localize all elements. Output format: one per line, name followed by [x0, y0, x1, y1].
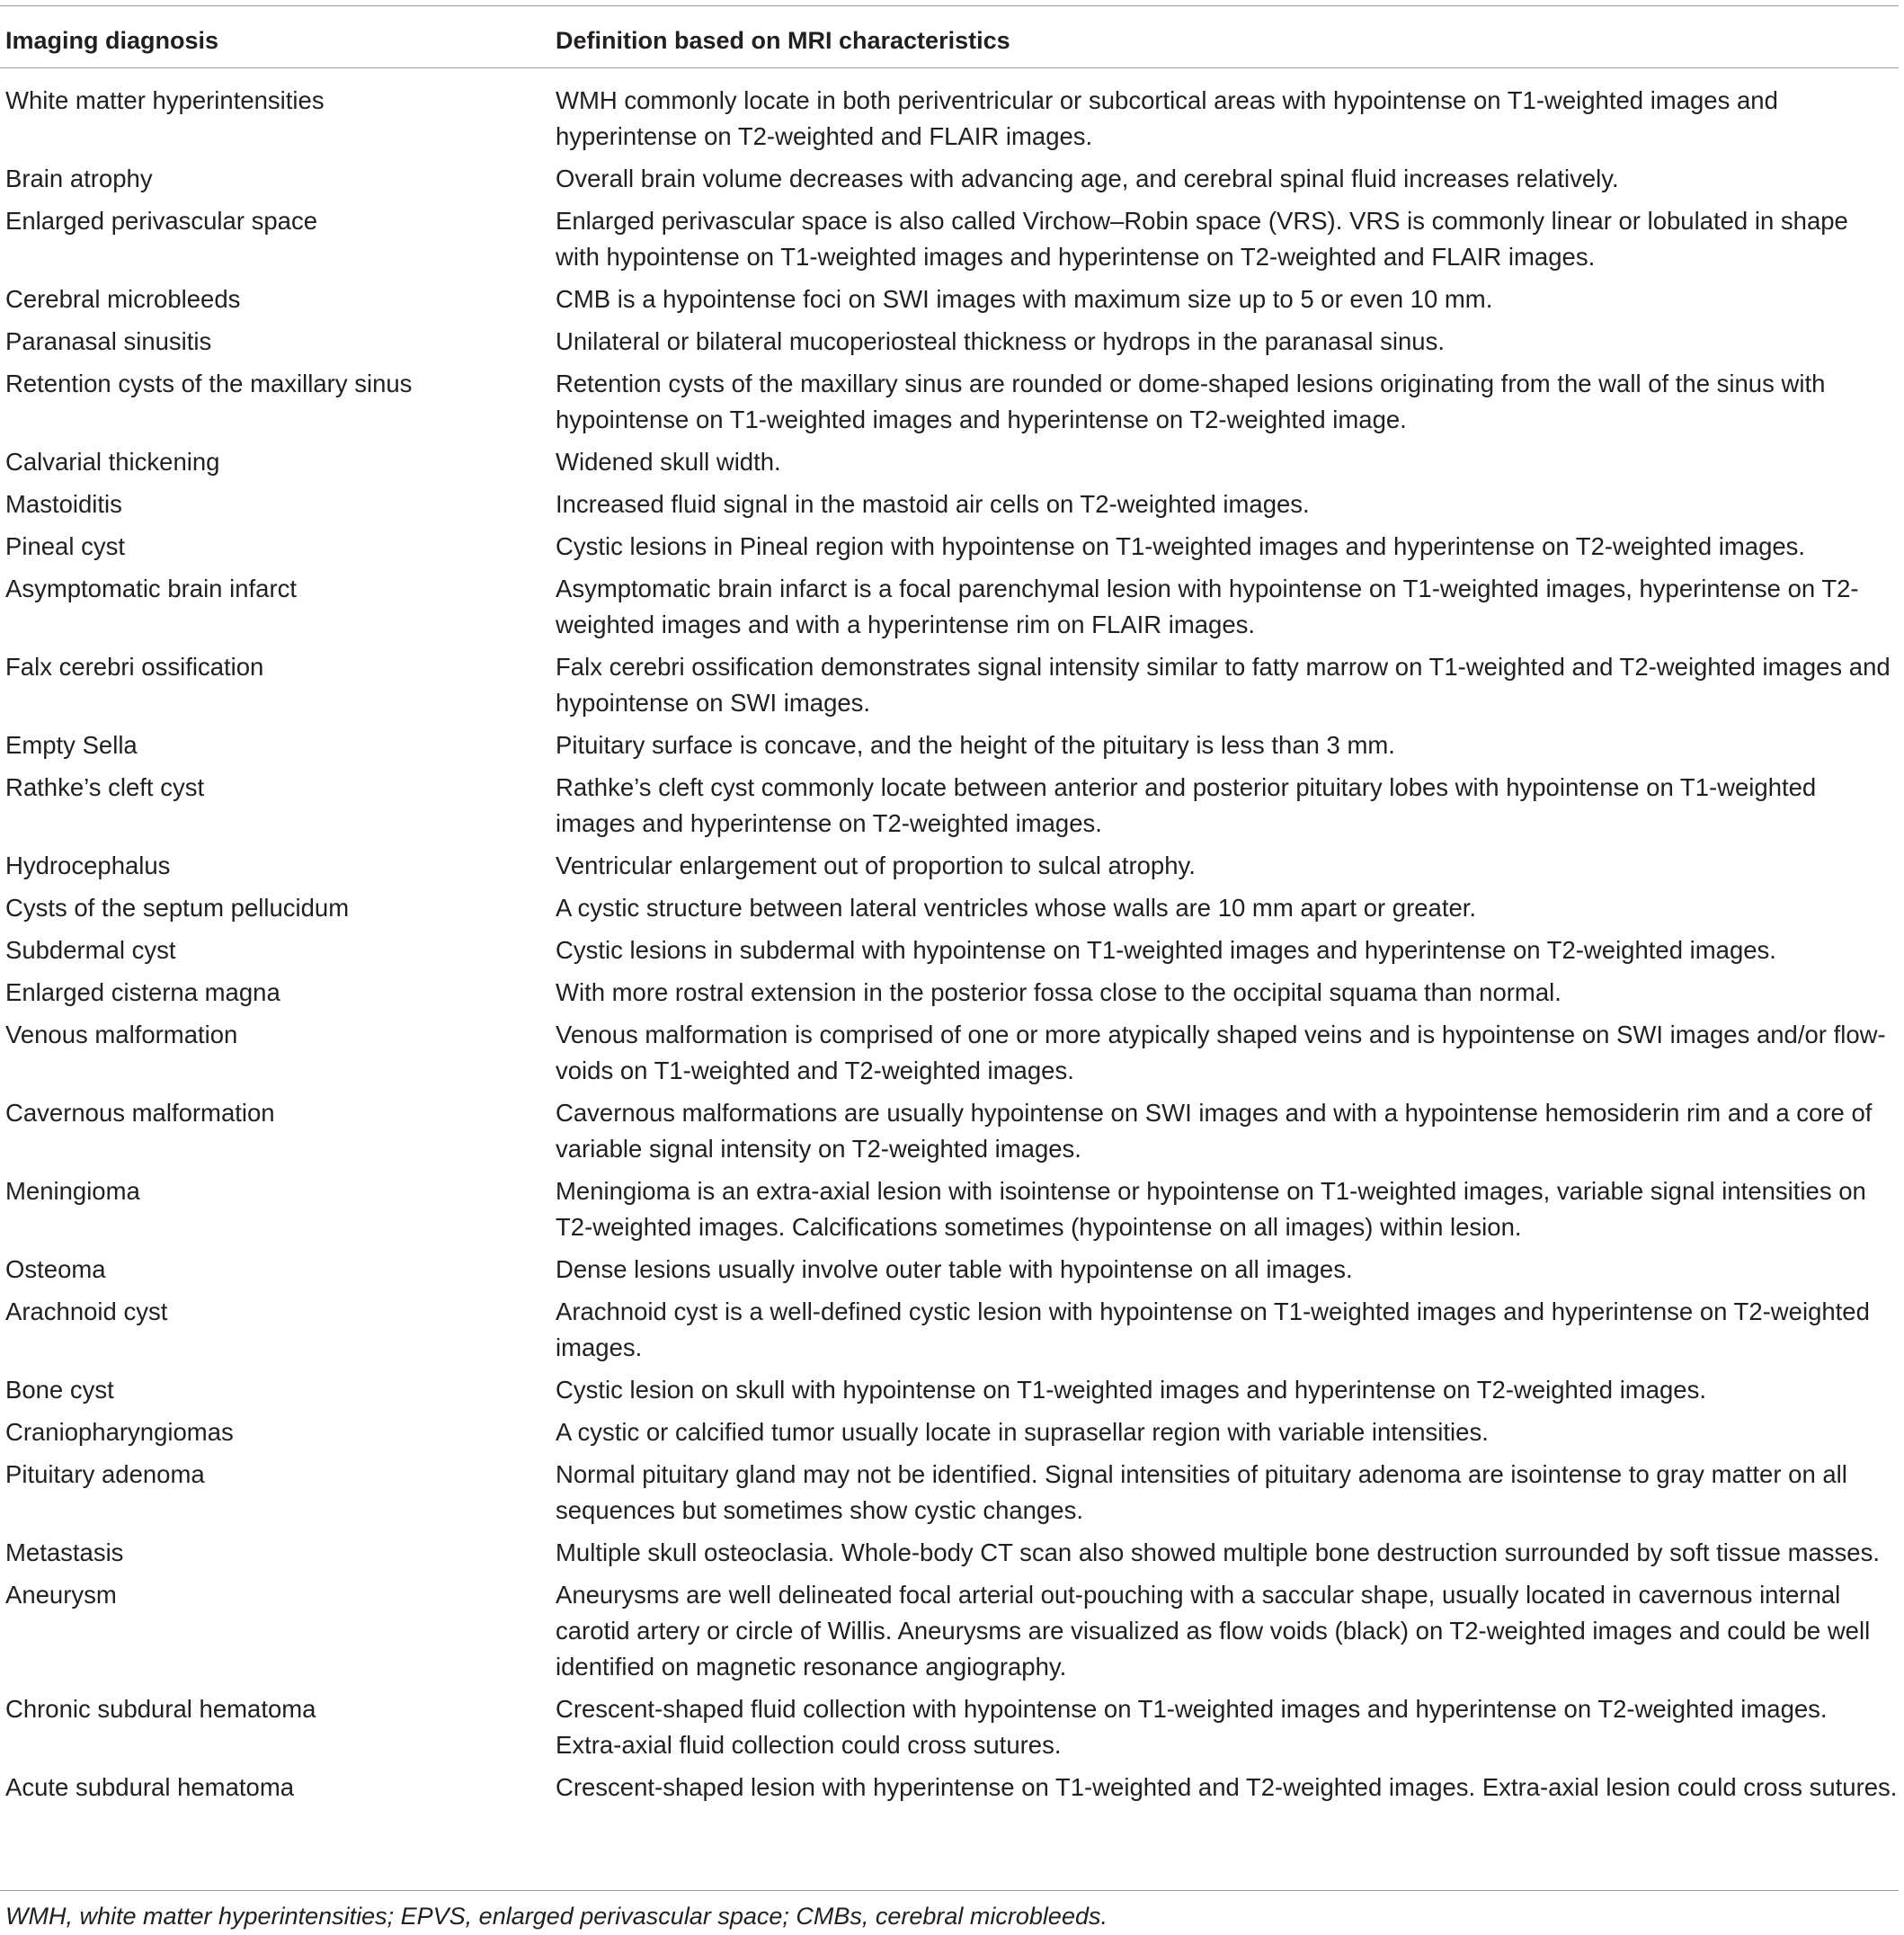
- table-row: [0, 1095, 1899, 1167]
- cell-definition: Asymptomatic brain infarct is a focal parenchymal lesion with hypointense on T1-weighted images, hyperintense on T2-weighted images and with a hyperintense rim on FLAIR images.: [556, 575, 1859, 638]
- cell-imaging-diagnosis: Rathke’s cleft cyst: [5, 773, 205, 801]
- cell-definition: Cavernous malformations are usually hypointense on SWI images and with a hypointense hemosiderin rim and a core of variable signal intensity on T2-weighted images.: [556, 1099, 1873, 1163]
- table-top-rule: [0, 5, 1899, 6]
- cell-imaging-diagnosis: Enlarged cisterna magna: [5, 978, 280, 1006]
- cell-definition: Dense lesions usually involve outer table with hypointense on all images.: [556, 1255, 1353, 1283]
- table-row: [0, 727, 1899, 763]
- cell-definition: Enlarged perivascular space is also called Virchow–Robin space (VRS). VRS is commonly linear or lobulated in shape with hypointense on T1-weighted images and hyperintense on T2-weighted and FLAIR images.: [556, 207, 1848, 271]
- table-header: [0, 22, 1899, 58]
- cell-definition: WMH commonly locate in both periventricular or subcortical areas with hypointense on T1-weighted images and hyperintense on T2-weighted and FLAIR images.: [556, 86, 1778, 150]
- cell-imaging-diagnosis: Aneurysm: [5, 1581, 117, 1609]
- table-row: [0, 1173, 1899, 1245]
- cell-imaging-diagnosis: Meningioma: [5, 1177, 140, 1205]
- table-row: [0, 486, 1899, 522]
- table-footnote: WMH, white matter hyperintensities; EPVS, enlarged perivascular space; CMBs, cerebral microbleeds.: [5, 1903, 1108, 1930]
- cell-imaging-diagnosis: Cavernous malformation: [5, 1099, 275, 1127]
- cell-definition: Cystic lesions in subdermal with hypointense on T1-weighted images and hyperintense on T2-weighted images.: [556, 936, 1776, 964]
- cell-imaging-diagnosis: Mastoiditis: [5, 490, 122, 518]
- cell-definition: CMB is a hypointense foci on SWI images with maximum size up to 5 or even 10 mm.: [556, 285, 1493, 313]
- cell-definition: Arachnoid cyst is a well-defined cystic lesion with hypointense on T1-weighted images and hyperintense on T2-weighted images.: [556, 1297, 1870, 1361]
- cell-imaging-diagnosis: Subdermal cyst: [5, 936, 176, 964]
- table-row: [0, 1457, 1899, 1529]
- cell-definition: Venous malformation is comprised of one or more atypically shaped veins and is hypointense on SWI images and/or flow-voids on T1-weighted and T2-weighted images.: [556, 1021, 1886, 1084]
- header-imaging-diagnosis: Imaging diagnosis: [5, 27, 219, 54]
- table-row: [0, 324, 1899, 360]
- cell-imaging-diagnosis: Cerebral microbleeds: [5, 285, 241, 313]
- table-row: [0, 1535, 1899, 1571]
- cell-definition: Normal pituitary gland may not be identified. Signal intensities of pituitary adenoma are isointense to gray matter on all sequences but sometimes show cystic changes.: [556, 1460, 1847, 1524]
- table-header-rule: [0, 67, 1899, 68]
- cell-imaging-diagnosis: Enlarged perivascular space: [5, 207, 317, 235]
- cell-imaging-diagnosis: Hydrocephalus: [5, 852, 171, 879]
- cell-imaging-diagnosis: White matter hyperintensities: [5, 86, 325, 114]
- cell-definition: Overall brain volume decreases with advancing age, and cerebral spinal fluid increases relatively.: [556, 165, 1619, 192]
- cell-definition: Retention cysts of the maxillary sinus are rounded or dome-shaped lesions originating from the wall of the sinus with hypointense on T1-weighted images and hyperintense on T2-weighted image.: [556, 370, 1826, 433]
- cell-imaging-diagnosis: Falx cerebri ossification: [5, 653, 264, 681]
- cell-definition: Multiple skull osteoclasia. Whole-body CT scan also showed multiple bone destruction surrounded by soft tissue masses.: [556, 1538, 1880, 1566]
- table-row: [0, 649, 1899, 721]
- cell-imaging-diagnosis: Craniopharyngiomas: [5, 1418, 234, 1446]
- cell-definition: Rathke’s cleft cyst commonly locate between anterior and posterior pituitary lobes with hypointense on T1-weighted images and hyperintense on T2-weighted images.: [556, 773, 1817, 837]
- table-row: [0, 932, 1899, 968]
- table-row: [0, 281, 1899, 317]
- table-row: [0, 770, 1899, 842]
- table-row: [0, 1252, 1899, 1288]
- cell-definition: Widened skull width.: [556, 448, 781, 476]
- table-row: [0, 1414, 1899, 1450]
- table-row: [0, 571, 1899, 643]
- table-row: [0, 529, 1899, 565]
- cell-imaging-diagnosis: Acute subdural hematoma: [5, 1773, 295, 1801]
- cell-imaging-diagnosis: Pituitary adenoma: [5, 1460, 205, 1488]
- cell-imaging-diagnosis: Arachnoid cyst: [5, 1297, 168, 1325]
- cell-definition: Pituitary surface is concave, and the height of the pituitary is less than 3 mm.: [556, 731, 1395, 759]
- cell-definition: Falx cerebri ossification demonstrates signal intensity similar to fatty marrow on T1-weighted and T2-weighted images and hypointense on SWI images.: [556, 653, 1891, 717]
- cell-definition: A cystic or calcified tumor usually locate in suprasellar region with variable intensities.: [556, 1418, 1489, 1446]
- table-row: [0, 444, 1899, 480]
- cell-definition: Ventricular enlargement out of proportion to sulcal atrophy.: [556, 852, 1196, 879]
- cell-definition: Crescent-shaped lesion with hyperintense on T1-weighted and T2-weighted images. Extra-axial lesion could cross sutures.: [556, 1773, 1898, 1801]
- cell-definition: A cystic structure between lateral ventricles whose walls are 10 mm apart or greater.: [556, 894, 1477, 922]
- header-definition: Definition based on MRI characteristics: [556, 27, 1010, 54]
- cell-imaging-diagnosis: Retention cysts of the maxillary sinus: [5, 370, 413, 397]
- cell-imaging-diagnosis: Metastasis: [5, 1538, 124, 1566]
- cell-imaging-diagnosis: Paranasal sinusitis: [5, 327, 212, 355]
- table-bottom-rule: [0, 1890, 1899, 1891]
- cell-imaging-diagnosis: Calvarial thickening: [5, 448, 220, 476]
- table-row: [0, 1577, 1899, 1685]
- table-row: [0, 848, 1899, 884]
- cell-definition: With more rostral extension in the posterior fossa close to the occipital squama than normal.: [556, 978, 1561, 1006]
- cell-imaging-diagnosis: Cysts of the septum pellucidum: [5, 894, 350, 922]
- cell-definition: Cystic lesions in Pineal region with hypointense on T1-weighted images and hyperintense on T2-weighted images.: [556, 532, 1806, 560]
- cell-definition: Aneurysms are well delineated focal arterial out-pouching with a saccular shape, usually located in cavernous internal carotid artery or circle of Willis. Aneurysms are visualized as flow voids (black) on T2-weighted images and could be well identified on magnetic resonance angiography.: [556, 1581, 1871, 1681]
- table-row: [0, 203, 1899, 275]
- cell-imaging-diagnosis: Asymptomatic brain infarct: [5, 575, 297, 602]
- table-row: [0, 890, 1899, 926]
- cell-imaging-diagnosis: Empty Sella: [5, 731, 138, 759]
- table-row: [0, 161, 1899, 197]
- table-row: [0, 1294, 1899, 1366]
- cell-imaging-diagnosis: Osteoma: [5, 1255, 106, 1283]
- cell-definition: Crescent-shaped fluid collection with hypointense on T1-weighted images and hyperintense on T2-weighted images. Extra-axial fluid collection could cross sutures.: [556, 1695, 1828, 1759]
- table-row: [0, 1017, 1899, 1089]
- table-row: [0, 1372, 1899, 1408]
- cell-imaging-diagnosis: Bone cyst: [5, 1376, 114, 1404]
- cell-imaging-diagnosis: Pineal cyst: [5, 532, 125, 560]
- cell-definition: Unilateral or bilateral mucoperiosteal thickness or hydrops in the paranasal sinus.: [556, 327, 1445, 355]
- cell-imaging-diagnosis: Chronic subdural hematoma: [5, 1695, 316, 1723]
- cell-definition: Increased fluid signal in the mastoid air cells on T2-weighted images.: [556, 490, 1310, 518]
- cell-imaging-diagnosis: Brain atrophy: [5, 165, 153, 192]
- table-body: [0, 83, 1899, 1812]
- table-row: [0, 1691, 1899, 1763]
- table-row: [0, 1770, 1899, 1806]
- cell-definition: Meningioma is an extra-axial lesion with isointense or hypointense on T1-weighted images, variable signal intensities on T2-weighted images. Calcifications sometimes (hypointense on all images) within lesion.: [556, 1177, 1866, 1241]
- cell-imaging-diagnosis: Venous malformation: [5, 1021, 238, 1048]
- table-row: [0, 975, 1899, 1011]
- table-row: [0, 366, 1899, 438]
- table-row: [0, 83, 1899, 155]
- cell-definition: Cystic lesion on skull with hypointense on T1-weighted images and hyperintense on T2-weighted images.: [556, 1376, 1706, 1404]
